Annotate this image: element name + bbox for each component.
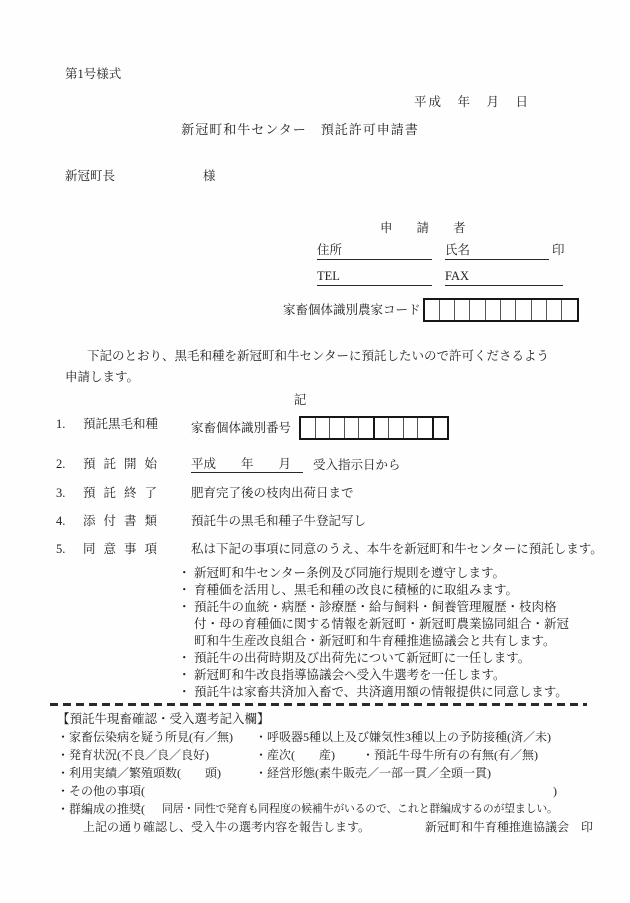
review-field: ・預託牛母牛所有の有無(有／無) [362, 748, 538, 762]
item-number: 3. [56, 486, 66, 500]
bullet-marker: ・ [178, 583, 191, 597]
agreement-bullet [178, 599, 630, 650]
agreement-bullet [178, 582, 630, 599]
review-field-close-paren: ) [553, 784, 557, 798]
intro-line-2: 申請します。 [65, 370, 140, 384]
farm-code-cell [501, 300, 516, 320]
applicant-tel-fax-row [317, 268, 567, 286]
agreement-bullet-list [178, 565, 630, 701]
name-label: 氏名 [445, 243, 471, 257]
group-note: 同居・同性で発育も同程度の候補牛がいるので、これと群編成するのが望ましい。 [162, 803, 558, 815]
farm-code-label: 家畜個体識別農家コード [283, 303, 421, 317]
page-title: 新冠町和牛センター 預託許可申請書 [181, 122, 419, 137]
bullet-text: 育種価を活用し、黒毛和種の改良に積極的に取組みます。 [194, 583, 519, 597]
addressee-name: 新冠町長 [65, 169, 116, 183]
item-label: 預託黒毛和種 [83, 417, 159, 431]
bullet-text: 預託牛の血統・病歴・診療歴・給与飼料・飼養管理履歴・枝肉格付・母の育種価に関する情報を新冠町・新冠町農業協同組合・新冠町和牛生産改良組合・新冠町和牛育種推進協議会と共有します。 [194, 600, 570, 648]
item-label: 預託開始 [83, 457, 166, 471]
agreement-bullet [178, 650, 630, 667]
agreement-bullet [178, 565, 630, 582]
name-field [445, 242, 549, 260]
id-number-label: 家畜個体識別番号 [191, 421, 292, 435]
item-row-3 [56, 485, 630, 501]
date-line: 平成 年 月 日 [413, 95, 530, 109]
id-number-cell [418, 418, 434, 438]
farm-code-cell [562, 300, 576, 320]
dashed-separator [50, 703, 587, 706]
addressee-row [65, 168, 630, 184]
review-field: ・経営形態(素牛販売／一部一貫／全頭一貫) [255, 766, 491, 780]
farm-code-grid [423, 298, 579, 322]
form-number: 第1号様式 [65, 67, 122, 81]
id-number-cell [434, 418, 448, 438]
agreement-bullet [178, 667, 630, 684]
item-text: 私は下記の事項に同意のうえ、本牛を新冠町和牛センターに預託します。 [191, 542, 603, 556]
farm-code-cell [532, 300, 547, 320]
farm-code-cell [440, 300, 455, 320]
item-row-2 [56, 456, 630, 473]
farm-code-cell [425, 300, 440, 320]
review-row-3 [57, 764, 630, 782]
seal-label: 印 [552, 243, 565, 257]
intro-paragraph [65, 346, 570, 388]
addressee-honorific: 様 [203, 169, 216, 183]
applicant-heading: 申請者 [380, 221, 490, 235]
bullet-marker: ・ [178, 668, 191, 682]
item-number: 2. [56, 457, 66, 471]
tel-label: TEL [317, 269, 340, 283]
review-row-2 [57, 746, 630, 764]
farm-code-cell [455, 300, 470, 320]
review-row-5 [57, 800, 630, 818]
bullet-text: 新冠町和牛改良指導協議会へ受入牛選考を一任します。 [194, 668, 506, 682]
review-row-1 [57, 728, 630, 746]
item-number: 1. [56, 417, 66, 431]
review-row-4 [57, 782, 557, 800]
id-number-cell [330, 418, 345, 438]
agreement-bullet [178, 684, 630, 701]
bullet-text: 新冠町和牛センター条例及び同施行規則を遵守します。 [194, 566, 506, 580]
bullet-text: 預託牛は家畜共済加入畜で、共済適用額の情報提供に同意します。 [194, 685, 568, 699]
intro-line-1: 下記のとおり、黒毛和種を新冠町和牛センターに預託したいので許可くださるよう [87, 349, 550, 363]
id-number-cell [345, 418, 360, 438]
item-label: 預託終了 [83, 486, 166, 500]
bullet-marker: ・ [178, 566, 191, 580]
address-field [317, 242, 432, 260]
fax-label: FAX [445, 269, 470, 283]
item-text: 肥育完了後の枝肉出荷日まで [191, 486, 354, 500]
bullet-text: 預託牛の出荷時期及び出荷先について新冠町に一任します。 [194, 651, 531, 665]
id-number-cell [375, 418, 390, 438]
review-heading: 【預託牛現畜確認・受入選考記入欄】 [57, 712, 270, 726]
review-field: ・発育状況(不良／良／良好) [57, 748, 209, 762]
applicant-address-name-row [317, 242, 567, 260]
record-mark: 記 [293, 393, 307, 407]
farm-code-cell [470, 300, 485, 320]
tel-field [317, 268, 432, 286]
item-text: 預託牛の黒毛和種子牛登記写し [191, 514, 367, 528]
review-field: ・産次( 産) [255, 748, 335, 762]
review-field: ・群編成の推奨( [57, 802, 145, 816]
item-row-1 [56, 416, 630, 440]
item-label: 同意事項 [83, 542, 166, 556]
date-blank-underline: 平成 年 月 [191, 456, 303, 473]
confirm-org: 新冠町和牛育種推進協議会 印 [424, 820, 593, 834]
id-number-grid [299, 416, 449, 440]
farm-code-cell [516, 300, 531, 320]
farm-code-cell [486, 300, 501, 320]
id-number-cell [301, 418, 316, 438]
bullet-marker: ・ [178, 600, 191, 614]
bullet-marker: ・ [178, 651, 191, 665]
review-field: ・呼吸器5種以上及び嫌気性3種以上の予防接種(済／未) [255, 730, 551, 744]
item-number: 5. [56, 542, 66, 556]
farm-code-row [283, 298, 630, 322]
id-number-cell [404, 418, 419, 438]
review-field: ・利用実績／繁殖頭数( 頭) [57, 766, 221, 780]
address-label: 住所 [317, 243, 343, 257]
item-number: 4. [56, 514, 66, 528]
fax-field [445, 268, 563, 286]
id-number-cell [316, 418, 331, 438]
farm-code-cell [547, 300, 562, 320]
item-label: 添付書類 [83, 514, 166, 528]
bullet-marker: ・ [178, 685, 191, 699]
confirm-statement: 上記の通り確認し、受入牛の選考内容を報告します。 [83, 820, 371, 834]
id-number-cell [389, 418, 404, 438]
item-row-4 [56, 513, 630, 529]
id-number-cell [359, 418, 375, 438]
item-text: 受入指示日から [313, 457, 401, 472]
confirm-row [83, 818, 593, 836]
review-field: ・家畜伝染病を疑う所見(有／無) [57, 730, 233, 744]
item-row-5 [56, 541, 630, 557]
review-field: ・その他の事項( [57, 784, 145, 798]
